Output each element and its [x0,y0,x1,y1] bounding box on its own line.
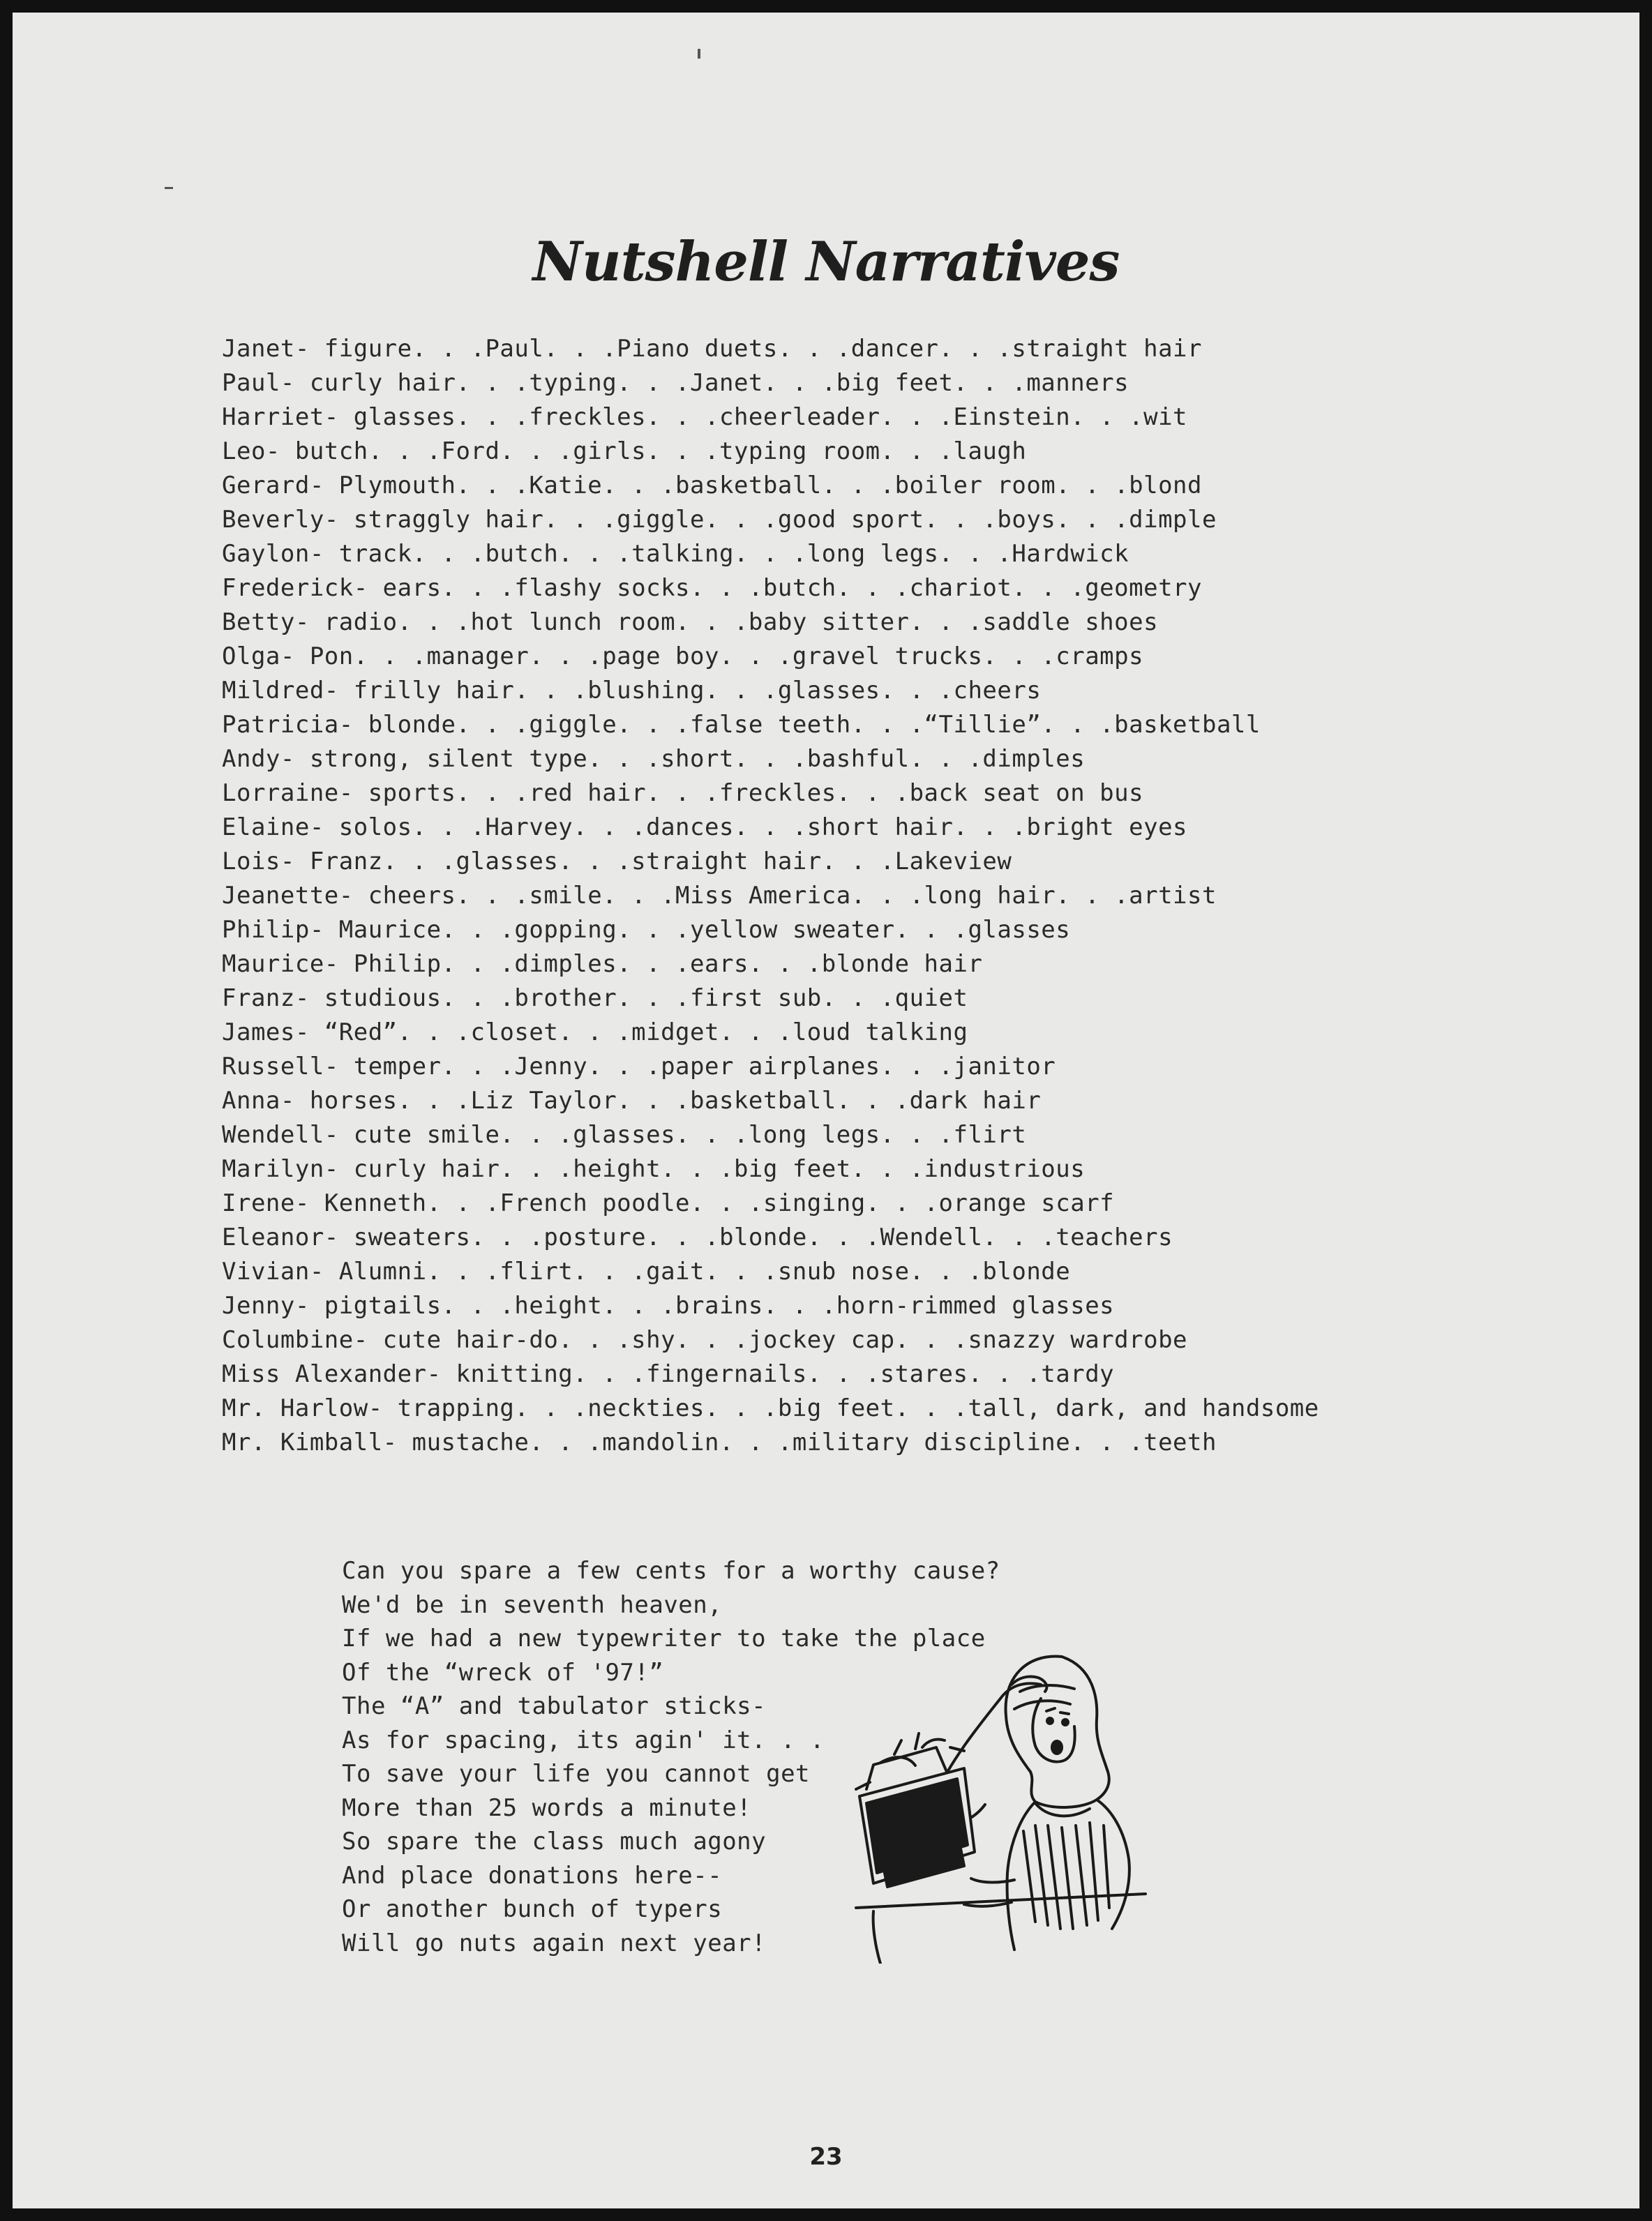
narrative-line: Paul- curly hair. . .typing. . .Janet. . .big feet. . .manners [222,369,1129,397]
poem-line: Of the “wreck of '97!” [342,1658,664,1687]
narrative-line: Philip- Maurice. . .gopping. . .yellow sweater. . .glasses [222,916,1071,944]
narrative-line: Columbine- cute hair-do. . .shy. . .jockey cap. . .snazzy wardrobe [222,1326,1188,1354]
page-number: 23 [809,2143,843,2171]
poem-line: More than 25 words a minute! [342,1793,752,1822]
narrative-line: Marilyn- curly hair. . .height. . .big feet. . .industrious [222,1155,1086,1183]
narrative-line: Janet- figure. . .Paul. . .Piano duets. . .dancer. . .straight hair [222,335,1202,363]
narrative-line: Wendell- cute smile. . .glasses. . .long legs. . .flirt [222,1121,1027,1149]
poem-line: Can you spare a few cents for a worthy cause? [342,1557,1000,1585]
narrative-line: Lorraine- sports. . .red hair. . .freckles. . .back seat on bus [222,779,1144,807]
poem-line: And place donations here-- [342,1861,723,1890]
narrative-line: Jenny- pigtails. . .height. . .brains. . .horn-rimmed glasses [222,1292,1115,1320]
poem-line: We'd be in seventh heaven, [342,1590,723,1619]
poem-line: So spare the class much agony [342,1828,767,1855]
print-speck [165,187,173,189]
narrative-line: Eleanor- sweaters. . .posture. . .blonde. . .Wendell. . .teachers [222,1224,1173,1251]
poem-line: If we had a new typewriter to take the place [342,1625,986,1652]
narrative-line: Andy- strong, silent type. . .short. . .bashful. . .dimples [222,745,1086,773]
narrative-line: Russell- temper. . .Jenny. . .paper airplanes. . .janitor [222,1053,1056,1081]
narrative-line: Patricia- blonde. . .giggle. . .false teeth. . .“Tillie”. . .basketball [222,711,1261,739]
narrative-line: Lois- Franz. . .glasses. . .straight hair. . .Lakeview [222,848,1012,875]
girl-at-typewriter-illustration [853,1643,1173,1964]
poem-line: To save your life you cannot get [342,1760,811,1788]
poem-line: The “A” and tabulator sticks- [342,1692,767,1720]
print-speck [698,49,700,59]
narrative-line: Beverly- straggly hair. . .giggle. . .good sport. . .boys. . .dimple [222,506,1217,534]
narrative-line: Jeanette- cheers. . .smile. . .Miss America. . .long hair. . .artist [222,882,1217,910]
narrative-line: Mr. Kimball- mustache. . .mandolin. . .military discipline. . .teeth [222,1429,1217,1456]
narrative-line: Harriet- glasses. . .freckles. . .cheerleader. . .Einstein. . .wit [222,403,1188,431]
narratives-list [222,332,1319,1460]
narrative-line: James- “Red”. . .closet. . .midget. . .loud talking [222,1018,968,1046]
narrative-line: Irene- Kenneth. . .French poodle. . .singing. . .orange scarf [222,1189,1115,1217]
page-title: Nutshell Narratives [532,230,1120,294]
narrative-line: Gerard- Plymouth. . .Katie. . .basketball. . .boiler room. . .blond [222,472,1202,499]
narrative-line: Miss Alexander- knitting. . .fingernails. . .stares. . .tardy [222,1360,1115,1388]
narrative-line: Anna- horses. . .Liz Taylor. . .basketball. . .dark hair [222,1087,1042,1115]
narrative-line: Frederick- ears. . .flashy socks. . .butch. . .chariot. . .geometry [222,574,1202,602]
narrative-line: Maurice- Philip. . .dimples. . .ears. . .blonde hair [222,950,983,978]
narrative-line: Elaine- solos. . .Harvey. . .dances. . .short hair. . .bright eyes [222,813,1188,841]
narrative-line: Mr. Harlow- trapping. . .neckties. . .big feet. . .tall, dark, and handsome [222,1394,1319,1422]
poem-line: Will go nuts again next year! [342,1929,767,1957]
narrative-line: Franz- studious. . .brother. . .first sub. . .quiet [222,984,968,1012]
poem-line: Or another bunch of typers [342,1895,723,1923]
narrative-line: Gaylon- track. . .butch. . .talking. . .long legs. . .Hardwick [222,540,1129,568]
narrative-line: Vivian- Alumni. . .flirt. . .gait. . .snub nose. . .blonde [222,1258,1071,1286]
narrative-line: Betty- radio. . .hot lunch room. . .baby sitter. . .saddle shoes [222,608,1159,636]
narrative-line: Mildred- frilly hair. . .blushing. . .glasses. . .cheers [222,677,1042,705]
narrative-line: Olga- Pon. . .manager. . .page boy. . .gravel trucks. . .cramps [222,642,1144,670]
poem-line: As for spacing, its agin' it. . . [342,1726,825,1754]
narrative-line: Leo- butch. . .Ford. . .girls. . .typing room. . .laugh [222,437,1027,465]
